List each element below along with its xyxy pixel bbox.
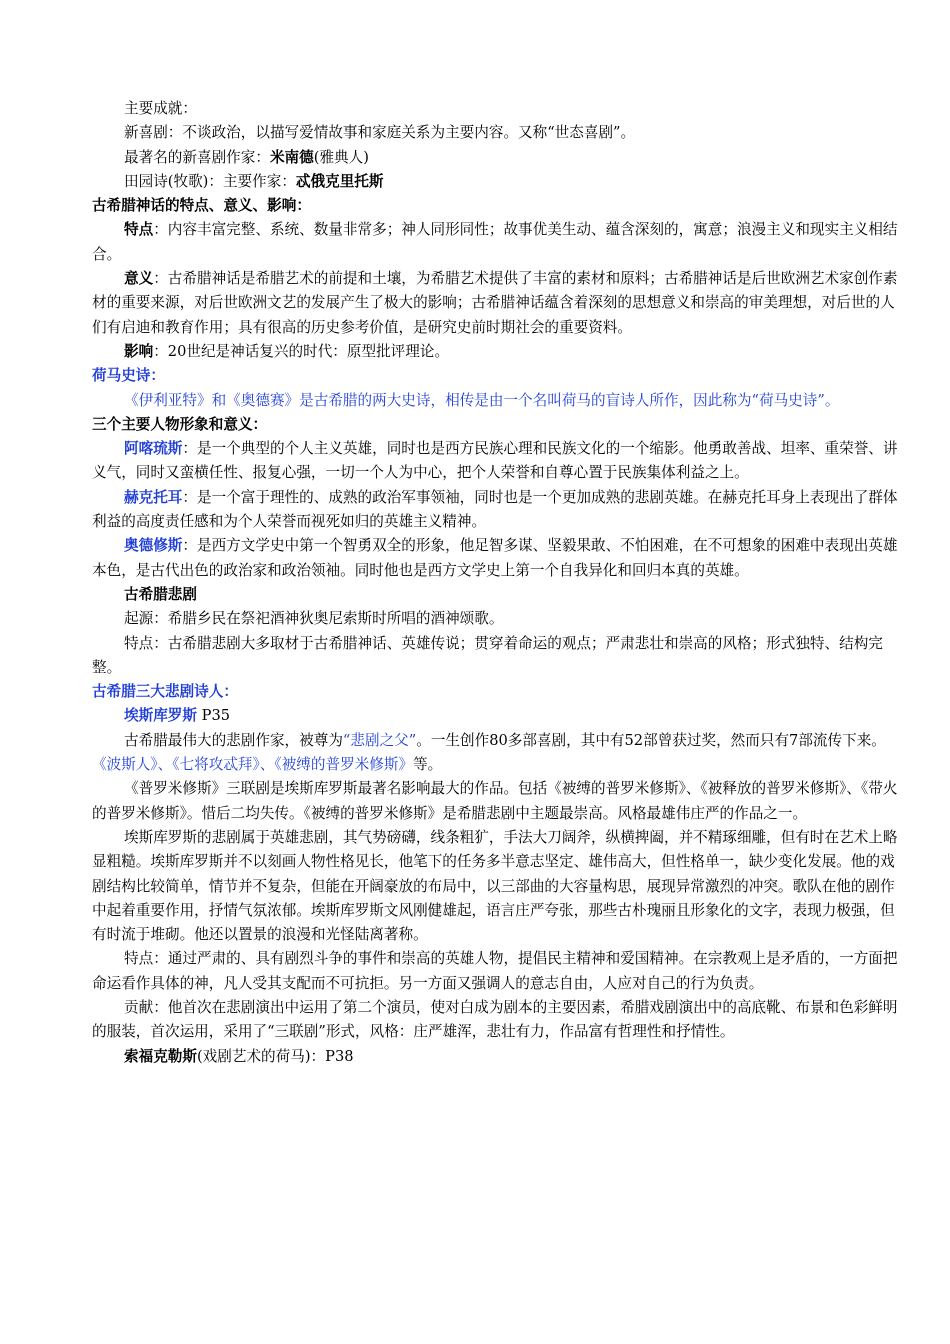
idyll-author: 忒俄克里托斯 [295,172,384,190]
myth-influence-text: ：20世纪是神话复兴的时代：原型批评理论。 [153,342,450,360]
tragedy-heading: 古希腊悲剧 [124,585,197,603]
menander-name: 米南德 [269,148,314,166]
menander-paragraph [92,146,906,170]
myth-heading: 古希腊神话的特点、意义、影响： [92,197,311,215]
aeschylus-page-ref: P35 [196,707,231,725]
characters-heading: 三个主要人物形象和意义： [92,415,268,433]
menander-prefix: 最著名的新喜剧作家： [124,148,270,166]
myth-meaning-label: 意义 [124,270,154,288]
hector-paragraph [92,486,906,535]
aeschylus-style-paragraph: 埃斯库罗斯的悲剧属于英雄悲剧，其气势磅礴，线条粗犷，手法大刀阔斧，纵横捭阖，并不精琢细雕，但有时在艺术上略显粗糙。埃斯库罗斯并不以刻画人物性格见长，他笔下的任务多半意志坚定、雄伟高大，但性格单一，缺少变化发展。他的戏剧结构比较简单，情节并不复杂，但能在开阔豪放的布局中，以三部曲的大容量构思，展现异常激烈的冲突。歌队在他的剧作中起着重要作用，抒情气氛浓郁。埃斯库罗斯文风刚健雄起，语言庄严夸张，那些古朴瑰丽且形象化的文字，表现力极强，但有时流于堆砌。他还以置景的浪漫和光怪陆离著称。 [92,828,898,944]
myth-features-paragraph [92,218,906,267]
new-comedy-paragraph: 新喜剧：不谈政治，以描写爱情故事和家庭关系为主要内容。又称“世态喜剧”。 [124,124,636,142]
achilles-name: 阿喀琉斯 [124,440,183,458]
hector-name: 赫克托耳 [124,488,183,506]
aeschylus-works: 《波斯人》、《七将攻忒拜》、《被缚的普罗米修斯》 [92,756,414,774]
homer-paragraph: 《伊利亚特》和《奥德赛》是古希腊的两大史诗，相传是由一个名叫荷马的盲诗人所作，因此称为“荷马史诗”。 [124,391,840,409]
prometheus-paragraph: 《普罗米修斯》三联剧是埃斯库罗斯最著名影响最大的作品。包括《被缚的普罗米修斯》、《被释放的普罗米修斯》、《带火的普罗米修斯》。惜后二均失传。《被缚的普罗米修斯》是希腊悲剧中主题最崇高。风格最雄伟庄严的作品之一。 [92,780,898,822]
sophocles-name: 索福克勒斯 [124,1047,197,1065]
menander-suffix: (雅典人) [313,148,369,166]
aeschylus-contribution-paragraph: 贡献：他首次在悲剧演出中运用了第二个演员，使对白成为剧本的主要因素，希腊戏剧演出中的高底靴、布景和色彩鲜明的服装，首次运用，采用了“三联剧”形式，风格：庄严雄浑，悲壮有力，作品富有哲理性和抒情性。 [92,998,898,1041]
tragedy-origin-paragraph: 起源：希腊乡民在祭祀酒神狄奥尼索斯时所唱的酒神颂歌。 [124,610,504,628]
aeschylus-intro-c: 。一生创作80多部喜剧，其中有52部曾获过奖，然而只有7部流传下来。 [416,731,886,749]
three-poets-heading: 古希腊三大悲剧诗人： [92,683,238,701]
odysseus-paragraph [92,534,906,583]
father-of-tragedy: “悲剧之父” [342,731,417,749]
idyll-paragraph [92,170,906,194]
myth-features-text: ：内容丰富完整、系统、数量非常多；神人同形同性；故事优美生动、蕴含深刻的，寓意；浪漫主义和现实主义相结合。 [92,221,898,263]
sophocles-suffix: (戏剧艺术的荷马)：P38 [196,1047,354,1065]
myth-meaning-text: ：古希腊神话是希腊艺术的前提和土壤，为希腊艺术提供了丰富的素材和原料；古希腊神话是后世欧洲艺术家创作素材的重要来源，对后世欧洲文艺的发展产生了极大的影响；古希腊神话蕴含着深刻的思想意义和崇高的审美理想，对后世的人们有启迪和教育作用；具有很高的历史参考价值，是研究史前时期社会的重要资料。 [92,270,898,336]
aeschylus-intro-a: 古希腊最伟大的悲剧作家，被尊为 [124,731,343,749]
myth-meaning-paragraph [92,267,906,340]
odysseus-text: ：是西方文学史中第一个智勇双全的形象，他足智多谋、坚毅果敢、不怕困难，在不可想象的困难中表现出英雄本色，是古代出色的政治家和政治领袖。同时他也是西方文学史上第一个自我异化和回归本真的英雄。 [92,537,898,579]
homer-heading: 荷马史诗： [92,367,165,385]
myth-influence-label: 影响 [124,342,154,360]
aeschylus-name: 埃斯库罗斯 [124,707,197,725]
achilles-text: ：是一个典型的个人主义英雄，同时也是西方民族心理和民族文化的一个缩影。他勇敢善战、坦率、重荣誉、讲义气，同时又蛮横任性、报复心强，一切一个人为中心，把个人荣誉和自尊心置于民族集体利益之上。 [92,440,898,482]
achievements-heading: 主要成就： [124,100,197,117]
sophocles-heading [92,1045,906,1069]
hector-text: ：是一个富于理性的、成熟的政治军事领袖，同时也是一个更加成熟的悲剧英雄。在赫克托耳身上表现出了群体利益的高度责任感和为个人荣誉而视死如归的英雄主义精神。 [92,488,898,531]
aeschylus-intro-e: 等。 [413,756,443,774]
achilles-paragraph [92,437,906,486]
aeschylus-heading [92,704,906,728]
myth-features-label: 特点 [124,221,154,239]
odysseus-name: 奥德修斯 [124,537,183,555]
aeschylus-features-paragraph: 特点：通过严肃的、具有剧烈斗争的事件和崇高的英雄人物，提倡民主精神和爱国精神。在宗教观上是矛盾的，一方面把命运看作具体的神，凡人受其支配而不可抗拒。另一方面又强调人的意志自由，人应对自己的行为负责。 [92,950,898,992]
aeschylus-intro-paragraph [92,729,906,778]
myth-influence-paragraph [92,340,906,364]
tragedy-features-paragraph: 特点：古希腊悲剧大多取材于古希腊神话、英雄传说；贯穿着命运的观点；严肃悲壮和崇高的风格；形式独特、结构完整。 [92,634,883,676]
idyll-prefix: 田园诗(牧歌)：主要作家： [124,172,296,190]
